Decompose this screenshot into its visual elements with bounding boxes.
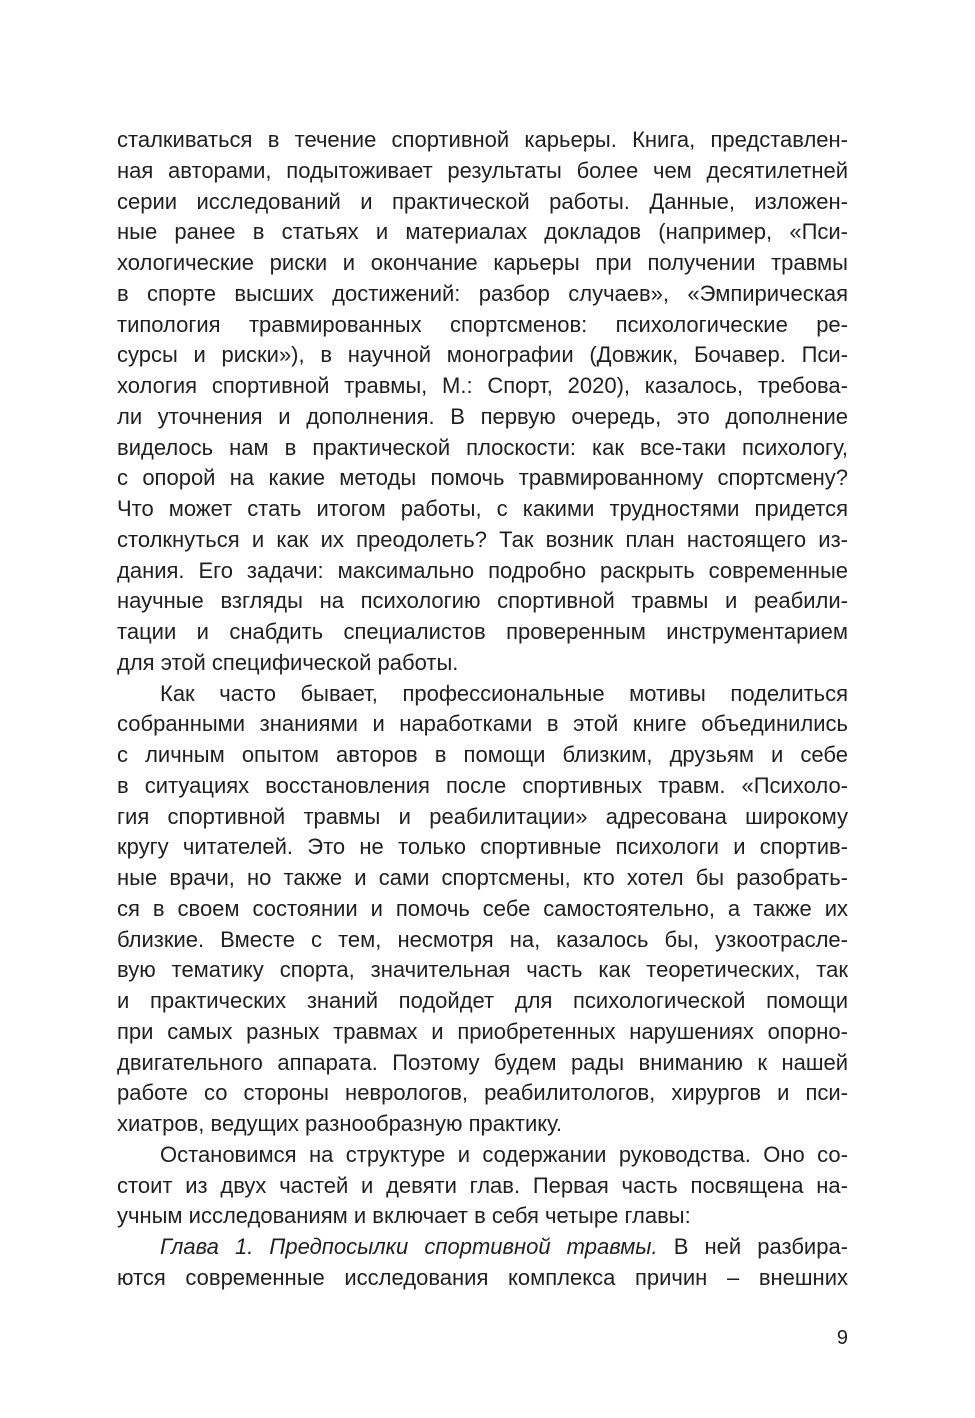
paragraph-4 bbox=[117, 1232, 848, 1294]
text-line: двигательного аппарата. Поэтому будем рады вниманию к нашей bbox=[117, 1049, 848, 1075]
text-line: ся в своем состоянии и помочь себе самостоятельно, а также их bbox=[117, 895, 848, 921]
chapter-title: Глава 1. Предпосылки спортивной травмы. bbox=[160, 1234, 658, 1259]
text-line: дания. Его задачи: максимально подробно раскрыть современные bbox=[117, 557, 848, 583]
text-line: сурсы и риски»), в научной монографии (Довжик, Бочавер. Пси- bbox=[117, 342, 848, 368]
text-line: ются современные исследования комплекса причин – внешних bbox=[117, 1264, 848, 1290]
text-line: виделось нам в практической плоскости: как все-таки психологу, bbox=[117, 434, 848, 460]
text-line: ные врачи, но также и сами спортсмены, кто хотел бы разобрать- bbox=[117, 865, 848, 890]
text-line: кругу читателей. Это не только спортивные психологи и спортив- bbox=[117, 834, 848, 860]
text-line: тации и снабдить специалистов проверенным инструментарием bbox=[117, 619, 848, 644]
text-line: в спорте высших достижений: разбор случаев», «Эмпирическая bbox=[117, 280, 848, 306]
text-line: хология спортивной травмы, М.: Спорт, 2020), казалось, требова- bbox=[117, 373, 848, 398]
text-line: столкнуться и как их преодолеть? Так возник план настоящего из- bbox=[117, 526, 848, 552]
text-line: для этой специфической работы. bbox=[117, 649, 459, 675]
text-line: при самых разных травмах и приобретенных нарушениях опорно- bbox=[117, 1018, 848, 1044]
text-line: с личным опытом авторов в помощи близким, друзьям и себе bbox=[117, 742, 848, 767]
text-line: учным исследованиям и включает в себя четыре главы: bbox=[117, 1203, 691, 1229]
paragraph-2 bbox=[117, 679, 848, 1140]
text-line: с опорой на какие методы помочь травмированному спортсмену? bbox=[117, 465, 848, 491]
text-line: работе со стороны неврологов, реабилитологов, хирургов и пси- bbox=[117, 1080, 848, 1106]
text-line: хиатров, ведущих разнообразную практику. bbox=[117, 1111, 563, 1136]
text-line: ли уточнения и дополнения. В первую очередь, это дополнение bbox=[117, 403, 848, 429]
text-line: собранными знаниями и наработками в этой книге объединились bbox=[117, 711, 848, 737]
text-line: стоит из двух частей и девяти глав. Первая часть посвящена на- bbox=[117, 1172, 848, 1198]
text-fragment: В ней разбира- bbox=[657, 1234, 848, 1259]
text-line: типология травмированных спортсменов: психологические ре- bbox=[117, 311, 848, 337]
text-line: Как часто бывает, профессиональные мотивы поделиться bbox=[160, 680, 848, 706]
text-line: серии исследований и практической работы. Данные, изложен- bbox=[117, 188, 848, 214]
text-line: Остановимся на структуре и содержании руководства. Оно со- bbox=[160, 1141, 848, 1167]
text-line: Что может стать итогом работы, с какими трудностями придется bbox=[117, 496, 848, 521]
text-line: ные ранее в статьях и материалах докладов (например, «Пси- bbox=[117, 219, 848, 245]
paragraph-3 bbox=[117, 1140, 848, 1232]
page-number: 9 bbox=[836, 1327, 848, 1349]
text-line: ная авторами, подытоживает результаты более чем десятилетней bbox=[117, 157, 848, 183]
text-line: вую тематику спорта, значительная часть как теоретических, так bbox=[117, 957, 848, 983]
text-line: сталкиваться в течение спортивной карьеры. Книга, представлен- bbox=[117, 127, 848, 152]
paragraph-1 bbox=[117, 125, 848, 679]
text-line: в ситуациях восстановления после спортивных травм. «Психоло- bbox=[117, 772, 848, 798]
text-line: и практических знаний подойдет для психологической помощи bbox=[117, 988, 848, 1013]
text-line bbox=[117, 1232, 848, 1263]
text-line: научные взгляды на психологию спортивной травмы и реабили- bbox=[117, 588, 848, 614]
text-line: хологические риски и окончание карьеры при получении травмы bbox=[117, 250, 848, 275]
text-line: близкие. Вместе с тем, несмотря на, казалось бы, узкоотрасле- bbox=[117, 926, 848, 952]
page-body bbox=[117, 125, 848, 1294]
text-line: гия спортивной травмы и реабилитации» адресована широкому bbox=[117, 803, 848, 829]
